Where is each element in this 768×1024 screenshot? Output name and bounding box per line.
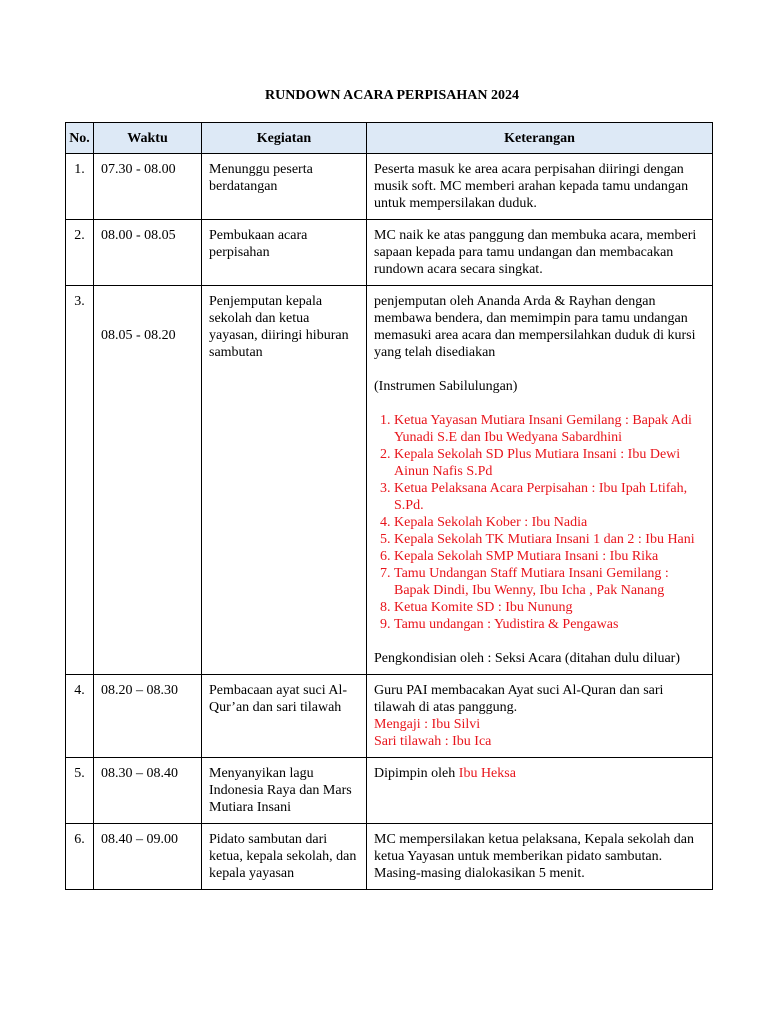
row-number: 6.: [66, 824, 94, 890]
rundown-table: [65, 122, 713, 890]
header-no: No.: [66, 123, 94, 154]
row-time: 07.30 - 08.00: [94, 154, 202, 220]
row-number: 3.: [66, 286, 94, 675]
row-time: 08.20 – 08.30: [94, 675, 202, 758]
instrument-note: (Instrumen Sabilulungan): [374, 379, 518, 394]
guest-list: [374, 412, 706, 633]
row-time: 08.05 - 08.20: [101, 328, 176, 343]
table-row: [66, 758, 713, 824]
row-description: MC naik ke atas panggung dan membuka acara, memberi sapaan kepada para tamu undangan dan membacakan rundown acara secara singkat.: [367, 220, 713, 286]
row-number: 5.: [66, 758, 94, 824]
row-activity: Pembacaan ayat suci Al-Qur’an dan sari tilawah: [202, 675, 367, 758]
row-time: 08.00 - 08.05: [94, 220, 202, 286]
conditioning-note: Pengkondisian oleh : Seksi Acara (ditahan dulu diluar): [374, 651, 680, 666]
table-header-row: [66, 123, 713, 154]
table-row: [66, 824, 713, 890]
guest-list-item: 6. Kepala Sekolah SMP Mutiara Insani : Ibu Rika: [394, 548, 706, 565]
table-row: [66, 286, 713, 675]
recitation-description: Guru PAI membacakan Ayat suci Al-Quran dan sari tilawah di atas panggung.: [374, 683, 664, 715]
row-time-cell: [94, 286, 202, 675]
led-by-label: Dipimpin oleh: [374, 766, 459, 781]
header-kegiatan: Kegiatan: [202, 123, 367, 154]
guest-list-item: 9. Tamu undangan : Yudistira & Pengawas: [394, 616, 706, 633]
document-title: RUNDOWN ACARA PERPISAHAN 2024: [265, 88, 519, 103]
header-waktu: Waktu: [94, 123, 202, 154]
row-description: Peserta masuk ke area acara perpisahan diiringi dengan musik soft. MC memberi arahan kepada tamu undangan untuk mempersilakan duduk.: [367, 154, 713, 220]
row-number: 4.: [66, 675, 94, 758]
table-row: [66, 220, 713, 286]
guest-list-item: 7. Tamu Undangan Staff Mutiara Insani Gemilang : Bapak Dindi, Ibu Wenny, Ibu Icha , Pak Nanang: [394, 565, 706, 599]
table-row: [66, 675, 713, 758]
mengaji-assignee: Mengaji : Ibu Silvi: [374, 717, 481, 732]
row-description: [367, 286, 713, 675]
pickup-description: penjemputan oleh Ananda Arda & Rayhan dengan membawa bendera, dan memimpin para tamu undangan memasuki area acara dan mempersilahkan duduk di kursi yang telah disediakan: [374, 294, 696, 360]
guest-list-item: 4. Kepala Sekolah Kober : Ibu Nadia: [394, 514, 706, 531]
row-activity: Pidato sambutan dari ketua, kepala sekolah, dan kepala yayasan: [202, 824, 367, 890]
header-keterangan: Keterangan: [367, 123, 713, 154]
guest-list-item: 8. Ketua Komite SD : Ibu Nunung: [394, 599, 706, 616]
row-time: 08.40 – 09.00: [94, 824, 202, 890]
row-activity: Menunggu peserta berdatangan: [202, 154, 367, 220]
row-time: 08.30 – 08.40: [94, 758, 202, 824]
guest-list-item: 2. Kepala Sekolah SD Plus Mutiara Insani : Ibu Dewi Ainun Nafis S.Pd: [394, 446, 706, 480]
row-activity: Menyanyikan lagu Indonesia Raya dan Mars Mutiara Insani: [202, 758, 367, 824]
row-description: [367, 675, 713, 758]
table-row: [66, 154, 713, 220]
leader-name: Ibu Heksa: [458, 766, 516, 781]
row-description: MC mempersilakan ketua pelaksana, Kepala sekolah dan ketua Yayasan untuk memberikan pidato sambutan. Masing-masing dialokasikan 5 menit.: [367, 824, 713, 890]
guest-list-item: 1. Ketua Yayasan Mutiara Insani Gemilang : Bapak Adi Yunadi S.E dan Ibu Wedyana Sabardhini: [394, 412, 706, 446]
row-activity: Pembukaan acara perpisahan: [202, 220, 367, 286]
row-number: 2.: [66, 220, 94, 286]
row-description: [367, 758, 713, 824]
guest-list-item: 3. Ketua Pelaksana Acara Perpisahan : Ibu Ipah Ltifah, S.Pd.: [394, 480, 706, 514]
row-activity: Penjemputan kepala sekolah dan ketua yayasan, diiringi hiburan sambutan: [202, 286, 367, 675]
guest-list-item: 5. Kepala Sekolah TK Mutiara Insani 1 dan 2 : Ibu Hani: [394, 531, 706, 548]
sari-tilawah-assignee: Sari tilawah : Ibu Ica: [374, 734, 492, 749]
row-number: 1.: [66, 154, 94, 220]
